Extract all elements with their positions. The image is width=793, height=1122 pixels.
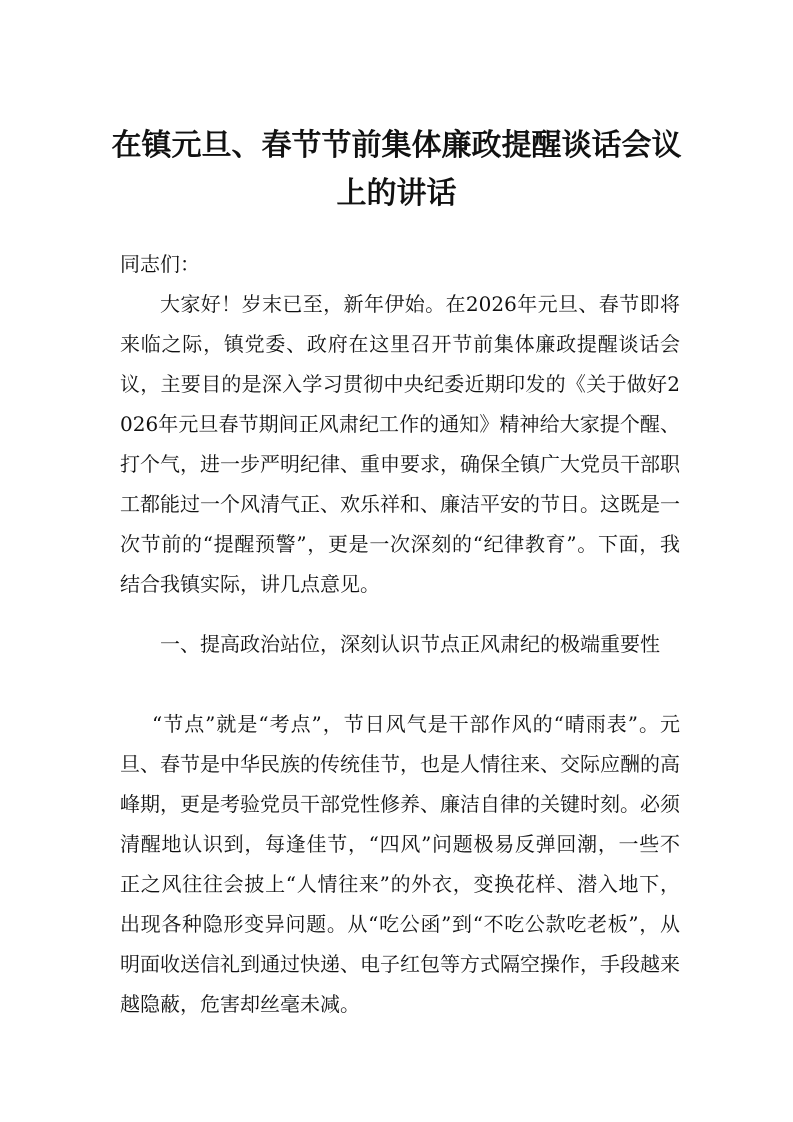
section-heading-1: 一、提高政治站位，深刻认识节点正风肃纪的极端重要性 [160, 632, 660, 656]
salutation: 同志们： [120, 252, 200, 276]
paragraph-intro: 大家好！岁末已至，新年伊始。在2026年元旦、春节即将来临之际，镇党委、政府在这里召开节前集体廉政提醒谈话会议，主要目的是深入学习贯彻中央纪委近期印发的《关于做好2026年元旦春节期间正风肃纪工作的通知》精神给大家提个醒、打个气，进一步严明纪律、重申要求，确保全镇广大党员干部职工都能过一个风清气正、欢乐祥和、廉洁平安的节日。这既是一次节前的“提醒预警”，更是一次深刻的“纪律教育”。下面，我结合我镇实际，讲几点意见。 [120, 292, 680, 596]
document-title-line-2: 上的讲话 [336, 176, 457, 211]
paragraph-section-1: “节点”就是“考点”，节日风气是干部作风的“晴雨表”。元旦、春节是中华民族的传统佳节，也是人情往来、交际应酬的高峰期，更是考验党员干部党性修养、廉洁自律的关键时刻。必须清醒地认识到，每逢佳节，“四风”问题极易反弹回潮，一些不正之风往往会披上“人情往来”的外衣，变换花样、潜入地下，出现各种隐形变异问题。从“吃公函”到“不吃公款吃老板”，从明面收送信礼到通过快递、电子红包等方式隔空操作，手段越来越隐蔽，危害却丝毫未减。 [120, 712, 680, 1016]
document-title-line-1: 在镇元旦、春节节前集体廉政提醒谈话会议 [111, 128, 682, 163]
